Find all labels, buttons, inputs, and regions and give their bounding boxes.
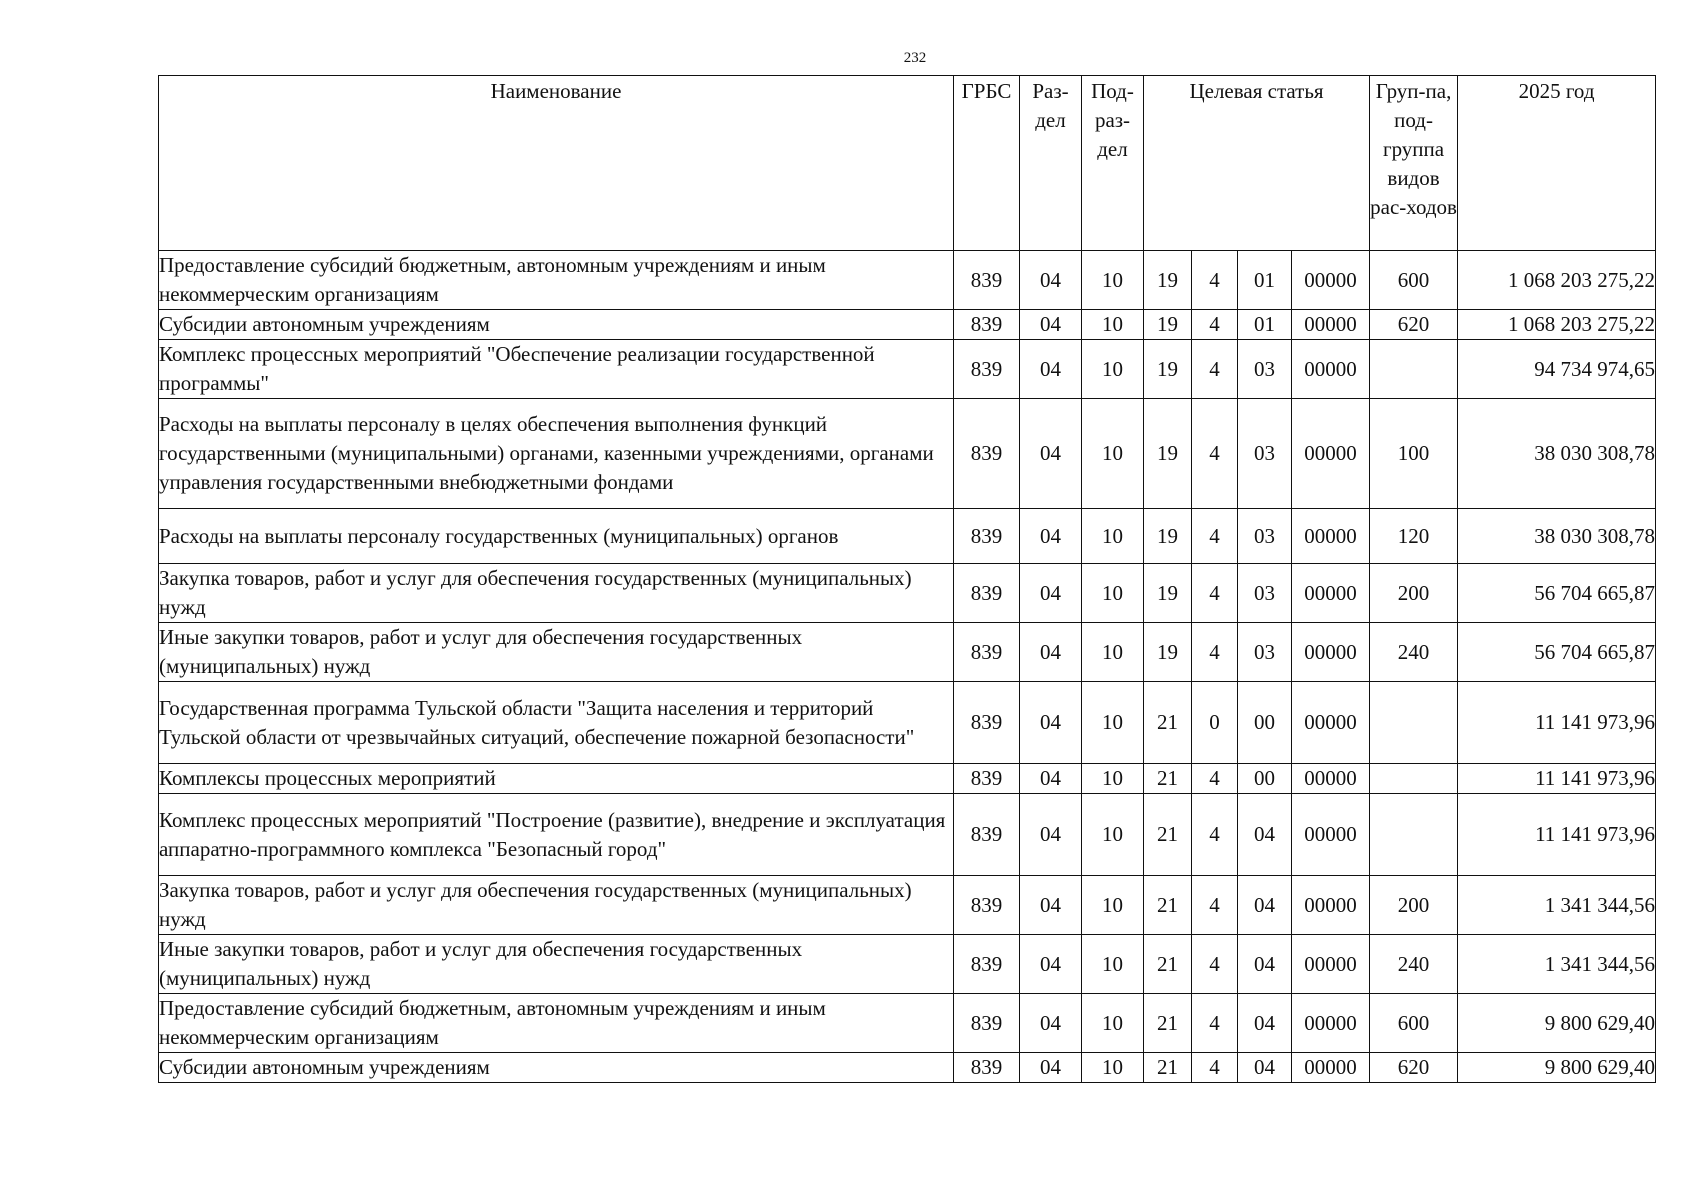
cell-name: Комплекс процессных мероприятий "Обеспечение реализации государственной программы"	[159, 340, 954, 399]
header-expense-group: Груп-па, под-группа видов рас-ходов	[1370, 76, 1458, 251]
cell-target-type: 4	[1192, 935, 1238, 994]
cell-amount-2025: 11 141 973,96	[1458, 682, 1656, 764]
cell-razdel: 04	[1020, 399, 1082, 509]
cell-expense-group: 600	[1370, 251, 1458, 310]
cell-razdel: 04	[1020, 251, 1082, 310]
cell-amount-2025: 1 341 344,56	[1458, 935, 1656, 994]
header-year: 2025 год	[1458, 76, 1656, 251]
cell-target-program: 19	[1144, 399, 1192, 509]
cell-razdel: 04	[1020, 1053, 1082, 1083]
cell-grbs: 839	[954, 994, 1020, 1053]
cell-name: Расходы на выплаты персоналу в целях обеспечения выполнения функций государственными (муниципальными) органами, казенными учреждениями, органами управления государственными внебюджетными фондами	[159, 399, 954, 509]
cell-grbs: 839	[954, 1053, 1020, 1083]
cell-target-program: 21	[1144, 935, 1192, 994]
cell-amount-2025: 38 030 308,78	[1458, 509, 1656, 564]
cell-grbs: 839	[954, 509, 1020, 564]
table-row	[159, 340, 1656, 399]
cell-podrazdel: 10	[1082, 682, 1144, 764]
cell-target-type: 4	[1192, 310, 1238, 340]
cell-podrazdel: 10	[1082, 251, 1144, 310]
cell-name: Иные закупки товаров, работ и услуг для обеспечения государственных (муниципальных) нужд	[159, 623, 954, 682]
cell-target-program: 19	[1144, 340, 1192, 399]
cell-target-direction: 00000	[1292, 399, 1370, 509]
cell-grbs: 839	[954, 310, 1020, 340]
cell-target-subprogram: 04	[1238, 935, 1292, 994]
header-podrazdel: Под-раз-дел	[1082, 76, 1144, 251]
header-name: Наименование	[159, 76, 954, 251]
cell-target-direction: 00000	[1292, 623, 1370, 682]
table-row	[159, 764, 1656, 794]
cell-name: Закупка товаров, работ и услуг для обеспечения государственных (муниципальных) нужд	[159, 876, 954, 935]
cell-razdel: 04	[1020, 764, 1082, 794]
cell-podrazdel: 10	[1082, 794, 1144, 876]
cell-expense-group: 100	[1370, 399, 1458, 509]
cell-name: Комплекс процессных мероприятий "Построение (развитие), внедрение и эксплуатация аппаратно-программного комплекса "Безопасный город"	[159, 794, 954, 876]
cell-target-type: 4	[1192, 623, 1238, 682]
cell-target-subprogram: 04	[1238, 1053, 1292, 1083]
header-razdel: Раз-дел	[1020, 76, 1082, 251]
budget-table	[158, 75, 1656, 1083]
cell-podrazdel: 10	[1082, 564, 1144, 623]
cell-expense-group: 120	[1370, 509, 1458, 564]
cell-target-direction: 00000	[1292, 764, 1370, 794]
cell-target-program: 21	[1144, 682, 1192, 764]
cell-target-subprogram: 00	[1238, 764, 1292, 794]
cell-target-direction: 00000	[1292, 509, 1370, 564]
cell-target-subprogram: 01	[1238, 251, 1292, 310]
cell-target-type: 4	[1192, 399, 1238, 509]
cell-razdel: 04	[1020, 509, 1082, 564]
cell-target-direction: 00000	[1292, 876, 1370, 935]
cell-grbs: 839	[954, 764, 1020, 794]
cell-target-subprogram: 04	[1238, 794, 1292, 876]
cell-target-direction: 00000	[1292, 564, 1370, 623]
cell-target-direction: 00000	[1292, 340, 1370, 399]
table-row	[159, 564, 1656, 623]
table-row	[159, 399, 1656, 509]
cell-podrazdel: 10	[1082, 509, 1144, 564]
cell-name: Комплексы процессных мероприятий	[159, 764, 954, 794]
cell-target-subprogram: 03	[1238, 399, 1292, 509]
cell-expense-group	[1370, 682, 1458, 764]
page-number: 232	[903, 50, 927, 66]
cell-podrazdel: 10	[1082, 764, 1144, 794]
cell-name: Закупка товаров, работ и услуг для обеспечения государственных (муниципальных) нужд	[159, 564, 954, 623]
cell-expense-group: 240	[1370, 935, 1458, 994]
cell-target-direction: 00000	[1292, 935, 1370, 994]
cell-expense-group: 200	[1370, 876, 1458, 935]
cell-target-type: 4	[1192, 994, 1238, 1053]
cell-target-type: 4	[1192, 340, 1238, 399]
cell-expense-group: 600	[1370, 994, 1458, 1053]
table-row	[159, 1053, 1656, 1083]
cell-target-program: 21	[1144, 764, 1192, 794]
cell-grbs: 839	[954, 876, 1020, 935]
cell-razdel: 04	[1020, 340, 1082, 399]
cell-amount-2025: 1 068 203 275,22	[1458, 310, 1656, 340]
cell-amount-2025: 94 734 974,65	[1458, 340, 1656, 399]
cell-razdel: 04	[1020, 564, 1082, 623]
cell-target-type: 4	[1192, 764, 1238, 794]
cell-target-type: 4	[1192, 1053, 1238, 1083]
cell-podrazdel: 10	[1082, 994, 1144, 1053]
cell-amount-2025: 38 030 308,78	[1458, 399, 1656, 509]
cell-target-direction: 00000	[1292, 994, 1370, 1053]
table-row	[159, 251, 1656, 310]
header-grbs: ГРБС	[954, 76, 1020, 251]
cell-grbs: 839	[954, 623, 1020, 682]
cell-razdel: 04	[1020, 994, 1082, 1053]
cell-target-subprogram: 04	[1238, 876, 1292, 935]
cell-name: Предоставление субсидий бюджетным, автономным учреждениям и иным некоммерческим организациям	[159, 251, 954, 310]
cell-amount-2025: 1 068 203 275,22	[1458, 251, 1656, 310]
cell-target-subprogram: 03	[1238, 509, 1292, 564]
cell-grbs: 839	[954, 794, 1020, 876]
cell-target-subprogram: 03	[1238, 564, 1292, 623]
cell-amount-2025: 56 704 665,87	[1458, 564, 1656, 623]
cell-target-type: 4	[1192, 509, 1238, 564]
cell-expense-group	[1370, 340, 1458, 399]
cell-target-program: 21	[1144, 994, 1192, 1053]
table-row	[159, 876, 1656, 935]
table-row	[159, 994, 1656, 1053]
cell-amount-2025: 11 141 973,96	[1458, 764, 1656, 794]
cell-amount-2025: 11 141 973,96	[1458, 794, 1656, 876]
cell-grbs: 839	[954, 251, 1020, 310]
cell-name: Предоставление субсидий бюджетным, автономным учреждениям и иным некоммерческим организациям	[159, 994, 954, 1053]
cell-razdel: 04	[1020, 623, 1082, 682]
table-row	[159, 682, 1656, 764]
cell-target-subprogram: 00	[1238, 682, 1292, 764]
cell-target-program: 19	[1144, 623, 1192, 682]
cell-target-subprogram: 03	[1238, 340, 1292, 399]
cell-target-program: 21	[1144, 794, 1192, 876]
cell-podrazdel: 10	[1082, 340, 1144, 399]
cell-expense-group: 200	[1370, 564, 1458, 623]
cell-name: Расходы на выплаты персоналу государственных (муниципальных) органов	[159, 509, 954, 564]
cell-amount-2025: 1 341 344,56	[1458, 876, 1656, 935]
cell-expense-group: 620	[1370, 310, 1458, 340]
cell-razdel: 04	[1020, 935, 1082, 994]
cell-target-direction: 00000	[1292, 251, 1370, 310]
cell-target-program: 21	[1144, 1053, 1192, 1083]
cell-target-type: 4	[1192, 794, 1238, 876]
cell-target-direction: 00000	[1292, 310, 1370, 340]
table-body	[159, 251, 1656, 1083]
cell-expense-group	[1370, 764, 1458, 794]
table-row	[159, 509, 1656, 564]
cell-amount-2025: 9 800 629,40	[1458, 1053, 1656, 1083]
cell-target-subprogram: 03	[1238, 623, 1292, 682]
cell-target-subprogram: 04	[1238, 994, 1292, 1053]
cell-grbs: 839	[954, 935, 1020, 994]
cell-grbs: 839	[954, 399, 1020, 509]
cell-grbs: 839	[954, 682, 1020, 764]
cell-razdel: 04	[1020, 876, 1082, 935]
cell-amount-2025: 56 704 665,87	[1458, 623, 1656, 682]
cell-name: Иные закупки товаров, работ и услуг для обеспечения государственных (муниципальных) нужд	[159, 935, 954, 994]
cell-expense-group: 240	[1370, 623, 1458, 682]
cell-target-program: 21	[1144, 876, 1192, 935]
cell-target-type: 4	[1192, 251, 1238, 310]
cell-target-program: 19	[1144, 564, 1192, 623]
cell-target-direction: 00000	[1292, 794, 1370, 876]
cell-podrazdel: 10	[1082, 399, 1144, 509]
cell-target-type: 4	[1192, 564, 1238, 623]
cell-target-program: 19	[1144, 251, 1192, 310]
cell-podrazdel: 10	[1082, 876, 1144, 935]
cell-expense-group	[1370, 794, 1458, 876]
cell-podrazdel: 10	[1082, 310, 1144, 340]
cell-name: Государственная программа Тульской области "Защита населения и территорий Тульской области от чрезвычайных ситуаций, обеспечение пожарной безопасности"	[159, 682, 954, 764]
cell-razdel: 04	[1020, 682, 1082, 764]
table-row	[159, 935, 1656, 994]
cell-grbs: 839	[954, 564, 1020, 623]
cell-grbs: 839	[954, 340, 1020, 399]
cell-target-type: 0	[1192, 682, 1238, 764]
cell-podrazdel: 10	[1082, 935, 1144, 994]
cell-target-subprogram: 01	[1238, 310, 1292, 340]
cell-target-direction: 00000	[1292, 682, 1370, 764]
table-row	[159, 623, 1656, 682]
cell-podrazdel: 10	[1082, 623, 1144, 682]
table-row	[159, 794, 1656, 876]
cell-name: Субсидии автономным учреждениям	[159, 1053, 954, 1083]
cell-amount-2025: 9 800 629,40	[1458, 994, 1656, 1053]
cell-expense-group: 620	[1370, 1053, 1458, 1083]
header-row	[159, 76, 1656, 251]
cell-name: Субсидии автономным учреждениям	[159, 310, 954, 340]
cell-target-type: 4	[1192, 876, 1238, 935]
cell-podrazdel: 10	[1082, 1053, 1144, 1083]
cell-razdel: 04	[1020, 310, 1082, 340]
table-row	[159, 310, 1656, 340]
cell-razdel: 04	[1020, 794, 1082, 876]
cell-target-direction: 00000	[1292, 1053, 1370, 1083]
header-target-article: Целевая статья	[1144, 76, 1370, 251]
cell-target-program: 19	[1144, 509, 1192, 564]
cell-target-program: 19	[1144, 310, 1192, 340]
